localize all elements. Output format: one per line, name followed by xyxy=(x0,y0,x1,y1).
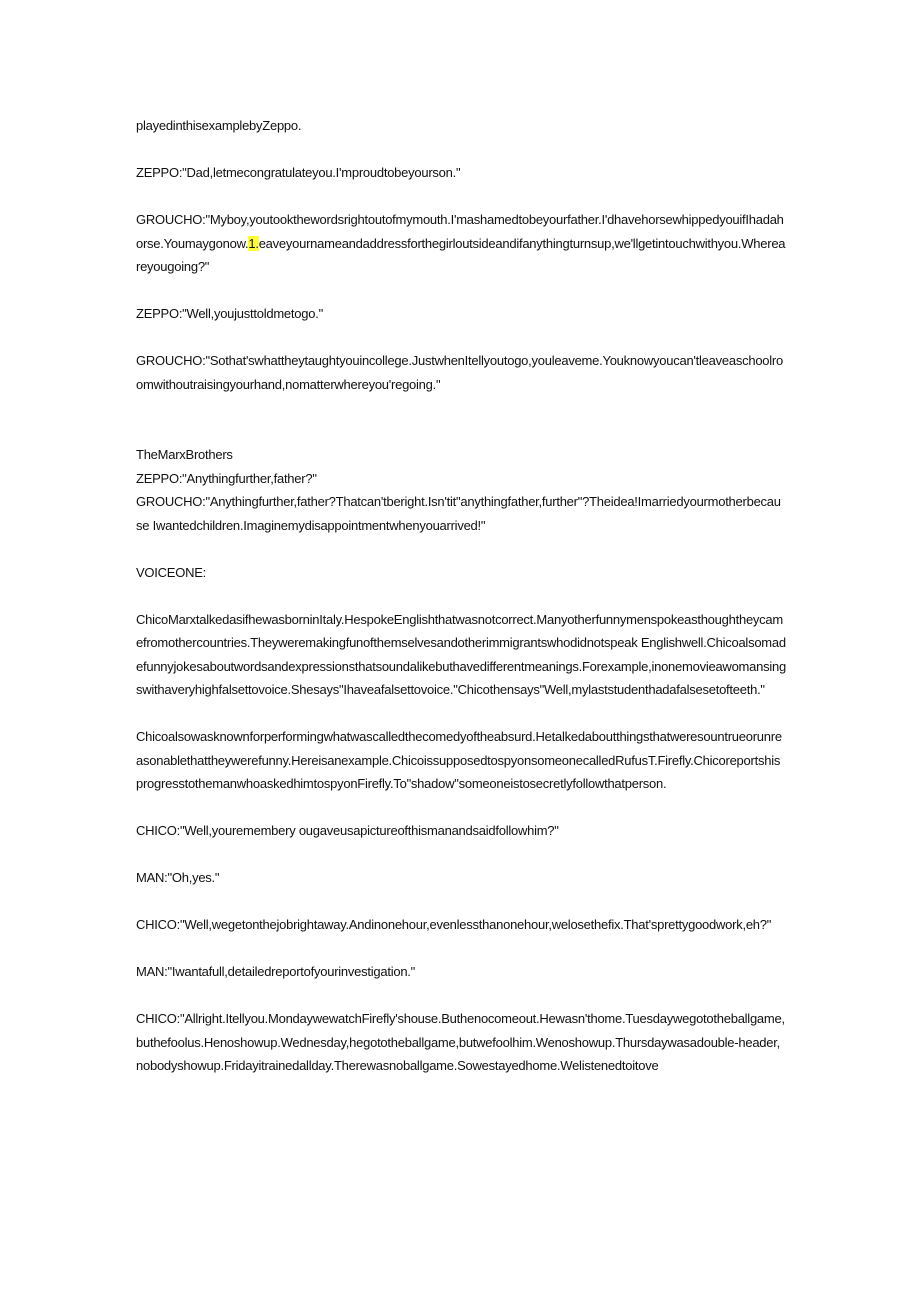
paragraph: ZEPPO:"Well,youjusttoldmetogo." xyxy=(136,306,323,321)
paragraph: GROUCHO:"Sothat'swhattheytaughtyouincollege.JustwhenItellyoutogo,youleaveme.Youknowyoucan'tleaveaschoolroomwithoutraisingyourhand,nomatterwhereyou'regoing." xyxy=(136,353,783,392)
paragraph: CHICO:"Well,youremembery ougaveusapictureofthismanandsaidfollowhim?" xyxy=(136,823,559,838)
paragraph: Chicoalsowasknownforperformingwhatwascalledthecomedyoftheabsurd.Hetalkedaboutthingsthatweresountrueorunreasonablethattheywerefunny.Hereisanexample.ChicoissupposedtospyonsomeonecalledRufusT.Firefly.ChicoreportshisprogresstothemanwhoaskedhimtospyonFirefly.To"shadow"someoneistosecretlyfollowthatperson. xyxy=(136,729,782,791)
paragraph-text: GROUCHO:"Myboy,youtookthewordsrightoutofmymouth.I'mashamedtobeyourfather.I'dhavehorsewhippedyouifIhadahorse.Youmaygonow. xyxy=(136,212,784,251)
paragraph: ChicoMarxtalkedasifhewasborninItaly.HespokeEnglishthatwasnotcorrect.Manyotherfunnymenspokeasthoughtheycamefromothercountries.Theyweremakingfunofthemselvesandotherimmigrantswhodidnotspeak Englishwell.Chicoalsomadefunnyjokesaboutwordsandexpressionsthatsoundalikebuthavedifferentmeanings.Forexample,inonemovieawomansingswithaveryhighfalsettovoice.Shesays"Ihaveafalsettovoice."Chicothensays"Well,mylaststudenthadafalsesetofteeth." xyxy=(136,611,786,697)
paragraph-text: eaveyournameandaddressforthegirloutsideandifanythingturnsup,we'llgetintouchwithyou.Whereareyougoing?" xyxy=(136,235,786,274)
spacer xyxy=(136,420,786,444)
paragraph: VOICEONE: xyxy=(136,564,206,580)
paragraph: GROUCHO:"Anythingfurther,father?Thatcan'tberight.Isn'tit"anythingfather,further"?Theidea!Imarriedyourmotherbecause Iwantedchildren.Imaginemydisappointmentwhenyouarrived!" xyxy=(136,494,781,533)
paragraph xyxy=(136,208,786,279)
paragraph: MAN:"Oh,yes." xyxy=(136,870,220,885)
paragraph: MAN:"Iwantafull,detailedreportofyourinvestigation." xyxy=(136,964,416,979)
paragraph: CHICO:"Allright.Itellyou.MondaywewatchFirefly'shouse.Buthenocomeout.Hewasn'thome.Tuesdaywegototheballgame,buthefoolus.Henoshowup.Wednesday,hegototheballgame,butwefoolhim.Wenoshowup.Thursdaywasadouble-header,nobodyshowup.Fridayitrainedallday.Therewasnoballgame.Sowestayedhome.Welistenedtoitove xyxy=(136,1011,785,1073)
highlighted-text: 1. xyxy=(248,235,259,251)
paragraph: ZEPPO:"Anythingfurther,father?" xyxy=(136,470,317,486)
section-heading: TheMarxBrothers xyxy=(136,447,233,462)
paragraph: ZEPPO:"Dad,letmecongratulateyou.I'mproudtobeyourson." xyxy=(136,165,461,180)
paragraph: playedinthisexamplebyZeppo. xyxy=(136,118,302,133)
paragraph: CHICO:"Well,wegetonthejobrightaway.Andinonehour,evenlessthanonehour,welosethefix.That'sprettygoodwork,eh?" xyxy=(136,917,772,932)
document-body xyxy=(136,114,786,1101)
